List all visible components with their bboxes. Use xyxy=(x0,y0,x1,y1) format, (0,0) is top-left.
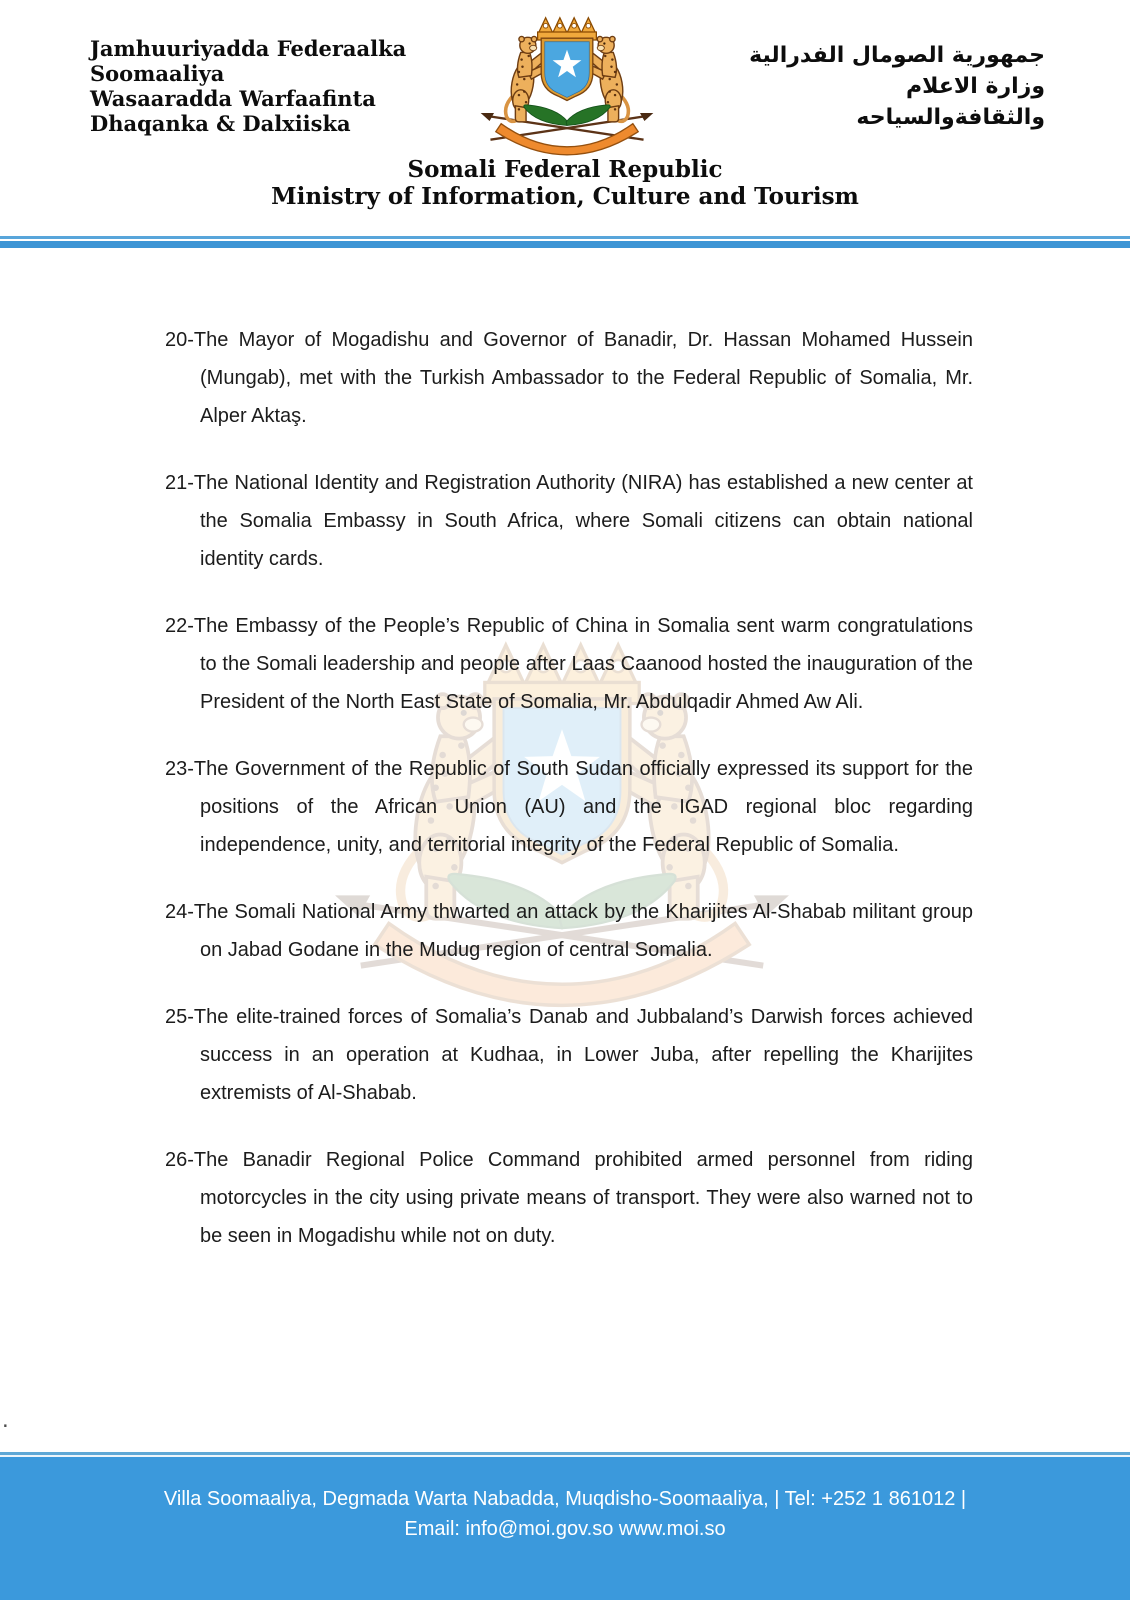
ministry-arabic-line: جمهورية الصومال الفدرالية xyxy=(749,43,1045,68)
bulletin-item xyxy=(165,464,973,578)
ministry-somali-line: Dhaqanka & Dalxiiska xyxy=(90,111,351,136)
item-number: 23- xyxy=(165,758,194,780)
bulletin-item xyxy=(165,1141,973,1255)
ministry-title: Ministry of Information, Culture and Tourism xyxy=(271,183,859,210)
ministry-somali-line: Jamhuuriyadda Federaalka xyxy=(90,36,407,61)
bulletin-item xyxy=(165,893,973,969)
ministry-arabic-line: وزارة الاعلام xyxy=(906,74,1045,99)
footer-bar xyxy=(0,1457,1130,1600)
bulletin-item xyxy=(165,607,973,721)
item-number: 26- xyxy=(165,1149,194,1171)
bulletin-item xyxy=(165,998,973,1112)
item-text: The Government of the Republic of South Sudan officially expressed its support for the positions of the African Union (AU) and the IGAD regional bloc regarding independence, unity, and territorial integrity of the Federal Republic of Somalia. xyxy=(193,758,973,856)
stray-period: . xyxy=(2,1406,9,1433)
bulletin-body xyxy=(165,321,973,1284)
item-text: The Banadir Regional Police Command prohibited armed personnel from riding motorcycles in the city using private means of transport. They were also warned not to be seen in Mogadishu while not on duty. xyxy=(193,1149,973,1247)
item-text: The Embassy of the People’s Republic of China in Somalia sent warm congratulations to the Somali leadership and people after Laas Caanood hosted the inauguration of the President of the North East State of Somalia, Mr. Abdulqadir Ahmed Aw Ali. xyxy=(193,615,973,713)
item-text: The Somali National Army thwarted an attack by the Kharijites Al-Shabab militant group on Jabad Godane in the Mudug region of central Somalia. xyxy=(193,901,973,961)
item-text: The Mayor of Mogadishu and Governor of Banadir, Dr. Hassan Mohamed Hussein (Mungab), met with the Turkish Ambassador to the Federal Republic of Somalia, Mr. Alper Aktaş. xyxy=(193,329,973,427)
divider-thick-line xyxy=(0,241,1130,248)
somalia-coat-of-arms-emblem xyxy=(478,12,656,157)
paragraph-list xyxy=(165,321,973,1255)
ministry-somali-line: Wasaaradda Warfaafinta xyxy=(90,86,376,111)
bulletin-item xyxy=(165,750,973,864)
item-number: 22- xyxy=(165,615,194,637)
item-number: 25- xyxy=(165,1006,194,1028)
ministry-name-arabic xyxy=(749,40,1045,133)
item-number: 24- xyxy=(165,901,194,923)
ministry-somali-line: Soomaaliya xyxy=(90,61,225,86)
footer-address: Villa Soomaaliya, Degmada Warta Nabadda, Muqdisho-Soomaaliya, | Tel: +252 1 861012 | xyxy=(163,1488,967,1510)
item-number: 21- xyxy=(165,472,194,494)
ministry-arabic-line: والثقافةوالسياحه xyxy=(856,105,1045,130)
footer-contact: Email: info@moi.gov.so www.moi.so xyxy=(404,1518,726,1540)
item-number: 20- xyxy=(165,329,194,351)
header-divider xyxy=(0,236,1130,248)
bulletin-item xyxy=(165,321,973,435)
republic-title: Somali Federal Republic xyxy=(407,156,723,183)
item-text: The National Identity and Registration Authority (NIRA) has established a new center at the Somalia Embassy in South Africa, where Somali citizens can obtain national identity cards. xyxy=(193,472,973,570)
ministry-name-somali xyxy=(90,36,406,136)
item-text: The elite-trained forces of Somalia’s Danab and Jubbaland’s Darwish forces achieved success in an operation at Kudhaa, in Lower Juba, after repelling the Kharijites extremists of Al-Shabab. xyxy=(193,1006,973,1104)
